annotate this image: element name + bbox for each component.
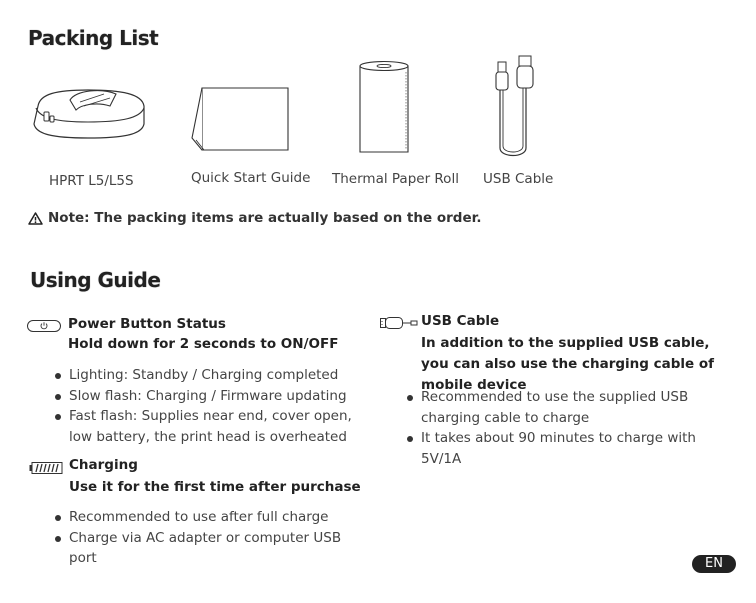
- charging-title: Charging: [69, 457, 138, 473]
- list-item: Lighting: Standby / Charging completed: [53, 365, 353, 386]
- packing-list-title: Packing List: [28, 26, 159, 50]
- usb-cable-subtitle: In addition to the supplied USB cable, you can also use the charging cable of mobile device: [421, 335, 715, 393]
- battery-icon: [29, 462, 63, 474]
- paper-roll-icon: [358, 60, 412, 156]
- list-item: Slow flash: Charging / Firmware updating: [53, 386, 353, 407]
- guide-booklet-icon: [190, 86, 290, 152]
- list-item: Recommended to use the supplied USB charging cable to charge: [405, 387, 735, 428]
- packing-note: Note: The packing items are actually based on the order.: [48, 210, 482, 226]
- charging-subtitle: Use it for the first time after purchase: [69, 479, 361, 495]
- usb-connector-icon: [380, 317, 418, 329]
- using-guide-title: Using Guide: [30, 268, 161, 292]
- packing-item-label: Thermal Paper Roll: [332, 171, 459, 187]
- warning-icon: [28, 212, 43, 225]
- charging-bullets: [53, 507, 373, 569]
- packing-item-label: USB Cable: [483, 171, 554, 187]
- power-button-subtitle: Hold down for 2 seconds to ON/OFF: [68, 336, 339, 352]
- list-item: Charge via AC adapter or computer USB port: [53, 528, 373, 569]
- usb-cable-title: USB Cable: [421, 313, 500, 329]
- packing-item-label: Quick Start Guide: [191, 170, 311, 186]
- language-badge: EN: [692, 555, 736, 573]
- list-item: It takes about 90 minutes to charge with 5V/1A: [405, 428, 735, 469]
- packing-item-label: HPRT L5/L5S: [49, 173, 134, 189]
- power-button-bullets: [53, 365, 353, 447]
- power-button-icon: [27, 320, 61, 332]
- printer-icon: [26, 84, 150, 144]
- list-item: Recommended to use after full charge: [53, 507, 373, 528]
- power-button-title: Power Button Status: [68, 316, 226, 332]
- usb-cable-bullets: [405, 387, 735, 469]
- list-item: Fast flash: Supplies near end, cover open, low battery, the print head is overheated: [53, 406, 353, 447]
- usb-cable-icon: [494, 56, 538, 160]
